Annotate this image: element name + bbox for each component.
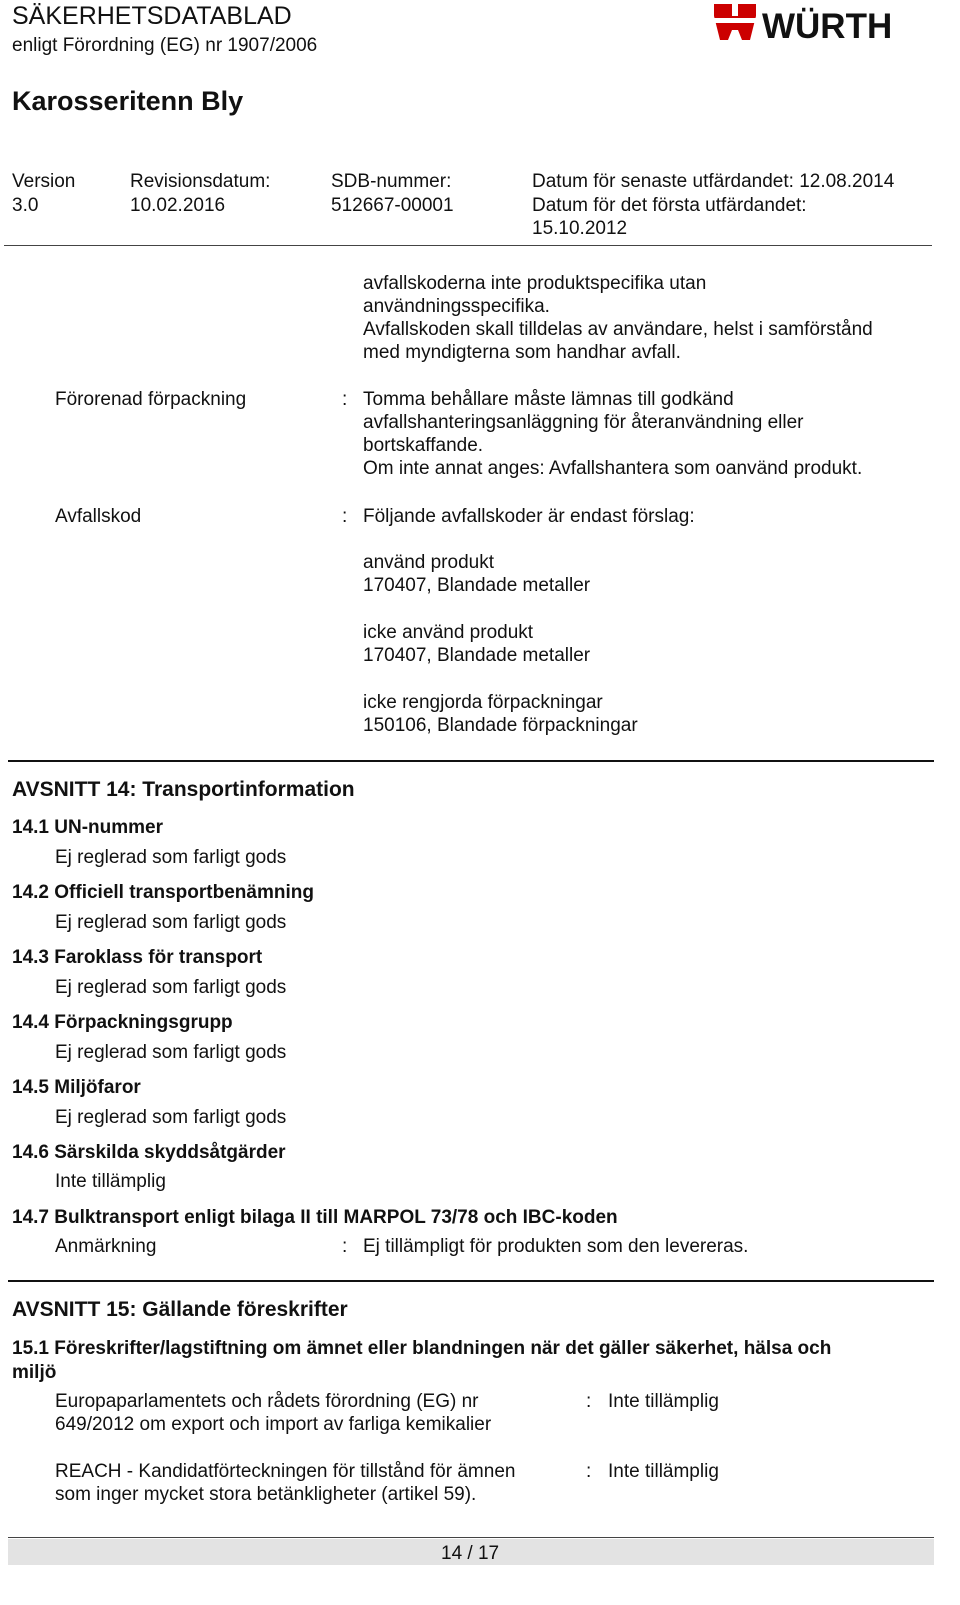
continuation-line-4: med myndigterna som handhar avfall. (363, 342, 681, 363)
regulation-row-value: Inte tillämplig (608, 1461, 719, 1482)
continuation-line-2: användningsspecifika. (363, 296, 550, 317)
contaminated-text-4: Om inte annat anges: Avfallshantera som oanvänd produkt. (363, 458, 863, 479)
remark-value: Ej tillämpligt för produkten som den levereras. (363, 1236, 749, 1257)
waste-code-title: icke använd produkt (363, 622, 534, 643)
section-15-1-heading: 15.1 Föreskrifter/lagstiftning om ämnet eller blandningen när det gäller säkerhet, hälsa och (12, 1338, 832, 1359)
section-14-4-value: Ej reglerad som farligt gods (55, 1042, 287, 1063)
section-14-3-heading: 14.3 Faroklass för transport (12, 947, 263, 968)
section-14-title: AVSNITT 14: Transportinformation (12, 778, 355, 801)
contaminated-packaging-label: Förorenad förpackning (55, 389, 247, 410)
last-issue-date: Datum för senaste utfärdandet: 12.08.2014 (532, 171, 895, 192)
waste-code-label: Avfallskod (55, 506, 142, 527)
sdb-label: SDB-nummer: (331, 171, 452, 192)
section-14-1-heading: 14.1 UN-nummer (12, 817, 163, 838)
waste-code-title: icke rengjorda förpackningar (363, 692, 603, 713)
section-14-4-heading: 14.4 Förpackningsgrupp (12, 1012, 233, 1033)
version-label: Version (12, 171, 76, 192)
regulation-row-label: Europaparlamentets och rådets förordning (EG) nr (55, 1391, 479, 1412)
colon-separator: : (586, 1461, 592, 1482)
section-14-5-value: Ej reglerad som farligt gods (55, 1107, 287, 1128)
contaminated-text-2: avfallshanteringsanläggning för återanvändning eller (363, 412, 804, 433)
page-number: 14 / 17 (441, 1543, 500, 1564)
section-14-2-value: Ej reglerad som farligt gods (55, 912, 287, 933)
first-issue-label: Datum för det första utfärdandet: (532, 195, 807, 216)
section-14-6-heading: 14.6 Särskilda skyddsåtgärder (12, 1142, 286, 1163)
header-divider (4, 245, 932, 246)
remark-label: Anmärkning (55, 1236, 157, 1257)
section-14-2-heading: 14.2 Officiell transportbenämning (12, 882, 314, 903)
section-divider (8, 760, 934, 762)
colon-separator: : (342, 389, 348, 410)
revision-label: Revisionsdatum: (130, 171, 271, 192)
regulation-row-label: 649/2012 om export och import av farliga kemikalier (55, 1414, 492, 1435)
contaminated-text-1: Tomma behållare måste lämnas till godkänd (363, 389, 734, 410)
version-value: 3.0 (12, 195, 39, 216)
continuation-line-1: avfallskoderna inte produktspecifika utan (363, 273, 707, 294)
logo-wordmark: WÜRTH (762, 7, 893, 46)
product-name: Karosseritenn Bly (12, 86, 244, 116)
section-15-title: AVSNITT 15: Gällande föreskrifter (12, 1298, 348, 1321)
section-14-3-value: Ej reglerad som farligt gods (55, 977, 287, 998)
section-14-5-heading: 14.5 Miljöfaror (12, 1077, 141, 1098)
waste-code-value: 170407, Blandade metaller (363, 645, 591, 666)
section-15-1-heading-cont: miljö (12, 1362, 57, 1383)
colon-separator: : (342, 1236, 348, 1257)
wurth-logo-icon (714, 4, 756, 40)
waste-code-value: 150106, Blandade förpackningar (363, 715, 638, 736)
waste-code-intro: Följande avfallskoder är endast förslag: (363, 506, 695, 527)
section-14-7-heading: 14.7 Bulktransport enligt bilaga II till MARPOL 73/78 och IBC-koden (12, 1207, 618, 1228)
waste-code-value: 170407, Blandade metaller (363, 575, 591, 596)
regulation-subtitle: enligt Förordning (EG) nr 1907/2006 (12, 35, 318, 56)
section-14-1-value: Ej reglerad som farligt gods (55, 847, 287, 868)
regulation-row-value: Inte tillämplig (608, 1391, 719, 1412)
section-divider (8, 1280, 934, 1282)
waste-code-title: använd produkt (363, 552, 494, 573)
regulation-row-label: som inger mycket stora betänkligheter (artikel 59). (55, 1484, 477, 1505)
contaminated-text-3: bortskaffande. (363, 435, 484, 456)
regulation-row-label: REACH - Kandidatförteckningen för tillstånd för ämnen (55, 1461, 516, 1482)
wurth-logo (714, 2, 936, 48)
first-issue-value: 15.10.2012 (532, 218, 628, 239)
continuation-line-3: Avfallskoden skall tilldelas av användare, helst i samförstånd (363, 319, 873, 340)
colon-separator: : (586, 1391, 592, 1412)
document-title: SÄKERHETSDATABLAD (12, 2, 292, 30)
section-14-6-value: Inte tillämplig (55, 1171, 166, 1192)
colon-separator: : (342, 506, 348, 527)
footer-divider (8, 1537, 934, 1538)
sdb-value: 512667-00001 (331, 195, 454, 216)
revision-value: 10.02.2016 (130, 195, 226, 216)
